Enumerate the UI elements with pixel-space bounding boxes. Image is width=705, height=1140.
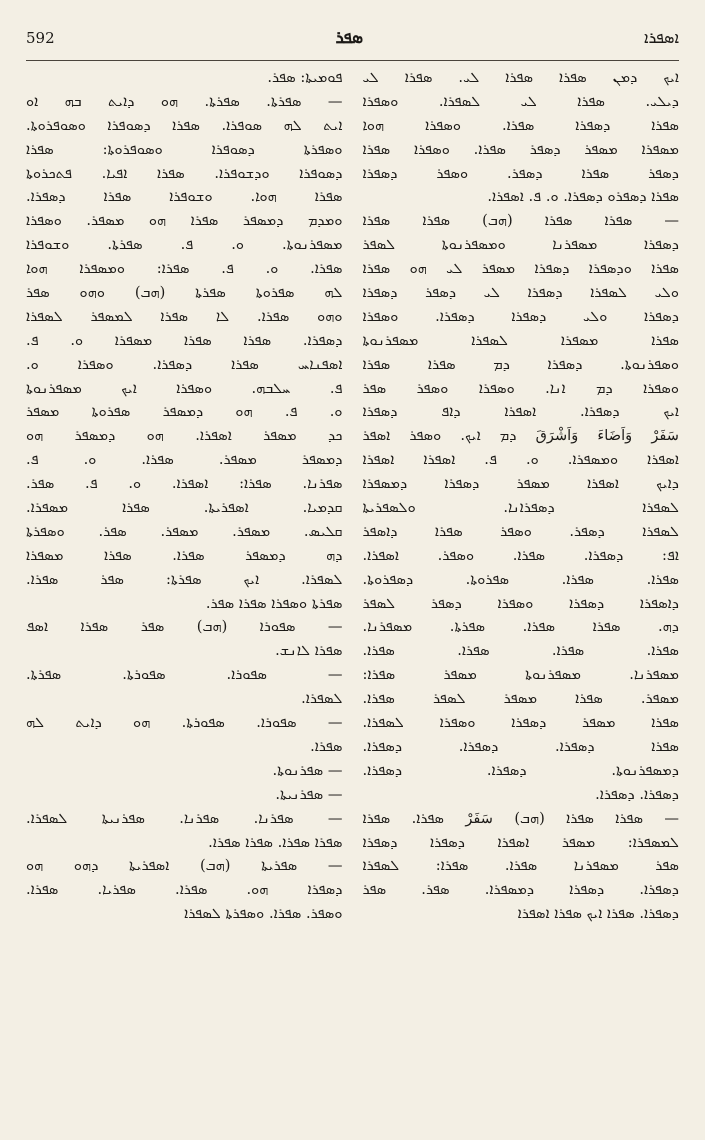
text-line: ܕܣܦܪܐ. ܣܦܪܐ ܣܦܪܐ ܡܣܦܪܐ ܘ. ܦ. (26, 331, 343, 349)
text-line: ܦ. ܚܠܒܗ. ܘܣܦܪܐ ܐܝܟ ܡܣܦܪܢܘܬܐ (26, 379, 343, 397)
text-line: ܐܣܦܪܐ ܘܡܣܦܪܐ. ܘ. ܦ. ܐܣܦܪܐ ܐܣܦܪܐ (362, 451, 679, 469)
text-line: ܣܦܪܐ ܕܣܦܪܘ ܕܣܦܪܐ. ܘ. ܦ. ܐܣܦܪܐ. (487, 188, 679, 206)
two-column-body (26, 66, 679, 1120)
text-line: ܩܕܡܝܐ. ܐܣܦܪܝܬܐ. ܣܦܪܐ ܡܣܦܪܐ. (26, 499, 343, 517)
text-line: — ܣܦܪܐ ܣܦܪܐ (ܗܒ) ܣܦܪܐ ܣܦܪܐ (362, 212, 679, 230)
text-line: ܕܣܦܪܐ ܘܠܝ ܕܣܦܪܐ ܕܣܦܪܐ. ܘܣܦܪܐ (362, 307, 679, 325)
text-line: ܕܐܝܟ ܐܣܦܪܐ ܡܣܦܪ ܕܣܦܪܐ ܕܡܣܦܪܐ (362, 475, 679, 493)
text-line: ܘ. ܦ. ܗܘ ܕܡܣܦܪ ܣܦܪܘܬܐ ܡܣܦܪ (26, 403, 343, 421)
text-line: ܘܡܕܡ ܕܡܣܦܪ ܣܦܪܐ ܗܘ ܡܣܦܪ. ܘܣܦܪܐ (26, 212, 343, 230)
text-line: ܣܦܪܐ ܣܦܪܐ. ܣܦܪܐ ܣܦܪܐ. (208, 833, 343, 851)
text-line: ܣܦܪܐ ܗܘܐ. ܘܫܘܦܪܐ ܣܦܪܐ ܕܣܦܪܐ. (26, 188, 343, 206)
running-title: ܣܦܪ (335, 28, 364, 48)
text-line: — ܣܦܪܢܝܬܐ. (275, 785, 343, 803)
text-line: — ܣܦܪܐ ܣܦܪܐ (ܗܒ) سَفَرْ ܣܦܪܐ. ܣܦܪܐ (362, 809, 679, 827)
text-line: ܡܣܦܪ. ܣܦܪܐ ܡܣܦܪ ܠܣܦܪ ܣܦܪܐ. (362, 690, 679, 708)
text-line: ܕܐܣܦܪܐ ܕܣܦܪܐ ܘܣܦܪܐ ܕܣܦܪ ܠܣܦܪ (362, 594, 679, 612)
text-line: ܠܗ ܣܦܪܘܬܐ ܣܦܪܬܐ (ܗܒ) ܘܗܘ ܣܦܪ (26, 284, 343, 302)
text-line: ܐܣܦܢܐܚ ܣܦܪܐ ܕܣܦܪܐ. ܘܣܦܪܐ ܘ. (26, 355, 343, 373)
right-column (363, 66, 680, 1120)
text-line: ܕܣܦܪܐ. ܣܦܪܐ ܐܝܟ ܣܦܪܐ ܐܣܦܪܐ (517, 905, 679, 923)
text-line: ܕܣܦܪ ܣܦܪܐ ܕܣܦܪ. ܘܣܦܪ ܕܣܦܪܐ (362, 164, 679, 182)
text-line: ܠܣܦܪܐ. ܐܝܟ ܣܦܪܬܐ: ܣܦܪ ܣܦܪܐ. (26, 570, 343, 588)
text-line: ܣܦܪܐ. ܣܦܪܐ. ܣܦܪܘܬܐ. ܕܣܦܪܘܬܐ. (362, 570, 679, 588)
text-line: ܕܗ. ܣܦܪܐ ܣܦܪܐ. ܣܦܪܬܐ. ܡܣܦܪܢܐ. (362, 618, 679, 636)
text-line: ܕܣܦܪܐ. ܕܣܦܪܐ ܕܡܣܦܪܐ. ܣܦܪ. ܣܦܪ (362, 881, 679, 899)
text-line: ܕܣܦܪܐ ܗܘ. ܣܦܪܐ. ܣܦܪܝܐ. ܣܦܪܐ. (26, 881, 343, 899)
text-line: ܩܠܝܣ. ܡܣܦܪ. ܡܣܦܪ. ܣܦܪ. ܘܣܦܪܬܐ (26, 522, 343, 540)
text-line: ܣܦܪܐ. (310, 737, 343, 755)
text-line: ܐܝܬ ܠܗ ܣܘܦܪܐ. ܣܦܪܐ ܕܣܘܦܪܐ ܘܣܘܦܪܘܬܐ. (26, 116, 343, 134)
text-line: ܠܣܦܪܐ. (301, 690, 343, 708)
text-line: ܠܡܣܦܪܐ: ܡܣܦܪ ܐܣܦܪܐ ܕܣܦܪܐ ܕܣܦܪܐ (362, 833, 679, 851)
text-line: ܘܣܦܪܐ ܕܡ ܐܢܐ. ܘܣܦܪܐ ܘܣܦܪ ܣܦܪ (362, 379, 679, 397)
text-line: ܘܠܝ ܠܣܦܪܐ ܕܣܦܪܐ ܠܝ ܕܣܦܪ ܕܣܦܪܐ (362, 284, 679, 302)
text-line: ܣܦܪܐ ܡܣܦܪܐ ܠܣܦܪܐ ܡܣܦܪܢܘܬܐ (362, 331, 679, 349)
text-line: — ܣܦܪܢܐ. ܣܦܪܢܐ. ܣܦܪܢܝܬܐ ܠܣܦܪܐ. (26, 809, 343, 827)
text-line: ܦܘܡܝܬܐ: ܣܦܪ. (267, 69, 343, 86)
text-line: ܡܣܦܪܢܐ. ܡܣܦܪܢܘܬܐ ܡܣܦܪ ܣܦܪܐ: (362, 666, 679, 684)
text-line: ܣܦܪܐ ܡܣܦܪ ܕܣܦܪܐ ܘܣܦܪܐ ܠܣܦܪܐ. (362, 714, 679, 732)
text-line: — ܣܦܪܝܬܐ (ܗܒ) ܐܣܦܪܝܬܐ ܕܗܘ ܗܘ (26, 857, 343, 875)
text-line: — ܣܦܘܪܐ (ܗܒ) ܣܦܪ ܣܦܪܐ ܐܣܦ (26, 618, 343, 636)
left-column (26, 66, 343, 1120)
text-line: ܕܡܣܦܪ ܡܣܦܪ. ܣܦܪܐ. ܘ. ܦ. (26, 451, 343, 469)
text-line: ܡܣܦܪܐ ܡܣܦܪ ܕܣܦܪ ܣܦܪܐ. ܘܣܦܪܐ ܣܦܪܐ (362, 140, 679, 158)
text-line: ܕܗ ܕܡܣܦܪ ܣܦܪܐ. ܣܦܪܐ ܡܣܦܪܐ (26, 546, 343, 564)
text-line: ܐܝܟ ܕܡܢ ܣܦܪܐ ܣܦܪܐ ܠܝ. ܣܦܪܐ ܠܝ (362, 69, 679, 86)
text-line: ܘܣܦܪܬܐ ܕܣܘܦܪܐ ܘܣܘܦܪܘܬܐ: ܣܦܪܐ (26, 140, 343, 158)
text-line: ܐܝܟ ܕܣܦܪܐ. ܐܣܦܪܐ ܕܐܦ ܕܣܦܪܐ (362, 403, 679, 421)
text-line: — ܣܦܘܪܐ. ܣܦܘܪܬܐ. ܣܦܪܬܐ. (26, 666, 343, 684)
text-line: ܣܦܪܐ ܕܣܦܪܐ ܣܦܪܐ. ܘܣܦܪܐ ܗܘܐ (362, 116, 679, 134)
running-head: ܐܣܦܪܐ (644, 28, 679, 47)
text-line: ܟܕ ܡܣܦܪ ܐܣܦܪܐ. ܗܘ ܕܡܣܦܪ ܗܘ (26, 427, 343, 445)
text-line: ܘܣܦܪܢܘܬܐ. ܕܣܦܪܐ ܕܡ ܣܦܪܐ ܣܦܪܐ (362, 355, 679, 373)
text-line: ܣܦܪܢܐ. ܣܦܪܐ: ܐܣܦܪܐ. ܘ. ܦ. ܣܦܪ. (26, 475, 343, 493)
text-line: ܣܦܪܐ ܕܣܦܪܐ. ܕܣܦܪܐ. ܕܣܦܪܐ. (362, 737, 679, 755)
text-line: — ܣܦܘܪܐ. ܣܦܘܪܬܐ. ܗܘ ܕܐܝܬ ܠܗ (26, 714, 343, 732)
text-line: ܣܦܪܐ. ܣܦܪܐ. ܣܦܪܐ. ܣܦܪܐ. (362, 642, 679, 660)
text-line: ܣܦܪܐ. ܘ. ܦ. ܣܦܪܐ: ܘܡܣܦܪܐ ܗܘܐ (26, 260, 343, 278)
text-line: ܕܡܣܦܪܢܘܬܐ. ܕܣܦܪܐ. ܕܣܦܪܐ. (362, 761, 679, 779)
text-line: ܣܦܪܐ ܠܐܢܫ. (275, 642, 343, 660)
text-line: ܠܣܦܪܐ ܕܣܦܪܐܢܐ. ܘܠܣܦܪܝܬܐ (362, 499, 679, 517)
text-line: ܣܦܪ ܡܣܦܪܢܐ ܣܦܪܐ. ܣܦܪܐ: ܠܣܦܪܐ (362, 857, 679, 875)
text-line: — ܣܦܪܬܐ. ܣܦܪܬܐ. ܗܘ ܕܐܝܬ ܒܗ ܐܘ (26, 92, 343, 110)
text-line: ܐܦ: ܕܣܦܪܐ. ܣܦܪܐ. ܘܣܦܪ. ܐܣܦܪܐ. (362, 546, 679, 564)
page-number: 592 (26, 29, 55, 47)
text-line: — ܣܦܪܢܘܬܐ. (272, 761, 343, 779)
text-line: ܕܣܦܪܐ ܡܣܦܪܢܐ ܘܡܣܦܪܢܘܬܐ ܠܣܦܪ (362, 236, 679, 254)
text-line: ܣܦܪܬܐ ܘܣܦܪܐ ܣܦܪܐ ܣܦܪ. (205, 594, 343, 612)
page-header (26, 18, 679, 58)
text-line: ܕܣܦܪܐ. ܕܣܦܪܐ. (595, 785, 679, 803)
text-line: ܣܦܪܐ ܘܕܣܦܪܐ ܕܣܦܪܐ ܡܣܦܪ ܠܝ ܗܘ ܣܦܪܐ (362, 260, 679, 278)
text-line: ܡܣܦܪܢܘܬܐ. ܘ. ܦ. ܣܦܪܬܐ. ܘܫܘܦܪܐ (26, 236, 343, 254)
text-line: ܕܣܘܦܪܐ ܘܕܫܘܦܪܐ. ܣܦܪܐ ܐܦܝܐ. ܦܬܟܪܘܬܐ (26, 164, 343, 182)
text-line: ܘܣܦܪ. ܣܦܪܐ. ܘܣܦܪܬܐ ܠܣܦܪܐ (184, 905, 343, 923)
text-line: ܠܣܦܪܐ ܕܣܦܪ. ܘܣܦܪ ܣܦܪܐ ܕܐܣܦܪ (362, 522, 679, 540)
header-rule (26, 60, 679, 61)
text-line: ܘܗܘ ܣܦܪܐ. ܠܐ ܣܦܪܐ ܠܡܣܦܪ ܠܣܦܪܐ (26, 307, 343, 325)
text-line: ܕܝܠܝ. ܣܦܪܐ ܠܝ ܠܣܦܪܐ. ܘܣܦܪܐ (362, 92, 679, 110)
text-line: سَفَرْ وَاَضَاءَ وَاَشْرَقَ ܕܡ ܐܝܟ. ܘܣܦܪ ܐܣܦܪ (362, 427, 679, 445)
